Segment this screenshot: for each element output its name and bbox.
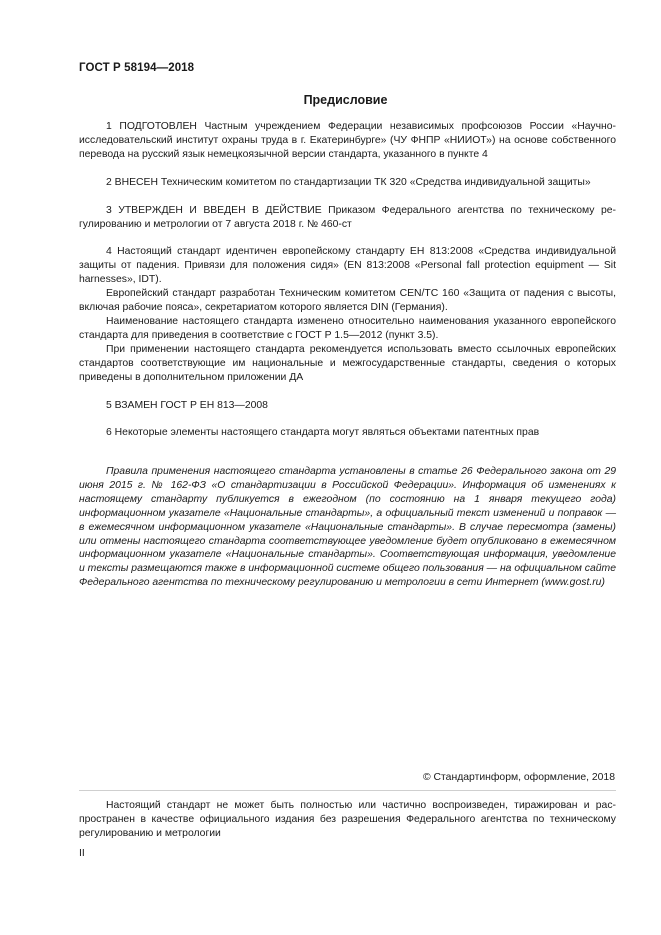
- document-code: ГОСТ Р 58194—2018: [79, 62, 195, 74]
- preface-content: [79, 120, 616, 440]
- legal-notice-text: Правила применения настоящего стандарта установлены в статье 26 Федерального закона от 29 июня 2015 г. № 162-ФЗ «О стандартизации в Российской Федерации». Информация об изменениях к настоящему стандарту публикуется в ежегодном (по состоянию на 1 января текущего года) информационном указателе «Национальные стандарты», а официальный текст изменений и поправок — в ежемесячном информационном указателе «Национальные стандарты». В случае пересмотра (замены) или отмены настоящего стандарта соответствующее уведомление будет опубликовано в ежемесячном информационном указателе «Национальные стандарты». Соответствующая информация, уведомление и тексты размещаются также в информационной системе общего пользования — на официальном сайте Федерального агентства по техническому регулированию и метрологии в сети Интернет (www.gost.ru): [79, 466, 616, 589]
- legal-notice: [79, 465, 616, 590]
- reproduction-text: Настоящий стандарт не может быть полностью или частично воспроизведен, тиражирован и распространен в качестве официального издания без разрешения Федерального агентства по техническому регулированию и метрологии: [79, 800, 616, 839]
- copyright: © Стандартинформ, оформление, 2018: [422, 772, 615, 783]
- preface-item-6: 6 Некоторые элементы настоящего стандарта могут являться объектами патентных прав: [106, 427, 540, 439]
- preface-item-4-cen: Европейский стандарт разработан Техническим комитетом CEN/TC 160 «Защита от падения с высоты, включая рабочие пояса», секретариатом которого является DIN (Германия).: [79, 288, 616, 314]
- reproduction-notice: [79, 799, 616, 841]
- preface-item-1: 1 ПОДГОТОВЛЕН Частным учреждением Федерации независимых профсоюзов России «Научно-исследовательский институт охраны труда в г. Екатеринбурге» (ЧУ ФНПР «НИИОТ») на основе собственного перевода на русский язык немецкоязычной версии стандарта, указанного в пункте 4: [79, 121, 616, 160]
- page-number: II: [79, 848, 85, 859]
- preface-item-3: 3 УТВЕРЖДЕН И ВВЕДЕН В ДЕЙСТВИЕ Приказом Федерального агентства по техническому регулированию и метрологии от 7 августа 2018 г. № 460-ст: [79, 204, 616, 230]
- divider: [79, 790, 616, 791]
- page-title: Предисловие: [303, 93, 388, 107]
- preface-item-4-name: Наименование настоящего стандарта изменено относительно наименования указанного европейского стандарта для приведения в соответствие с ГОСТ Р 1.5—2012 (пункт 3.5).: [79, 315, 616, 341]
- preface-item-4: 4 Настоящий стандарт идентичен европейскому стандарту ЕН 813:2008 «Средства индивидуальной защиты от падения. Привязи для положения сидя» (EN 813:2008 «Personal fall protection equipment — Sit harnesses», IDT).: [79, 246, 616, 286]
- preface-item-4-usage: При применении настоящего стандарта рекомендуется использовать вместо ссылочных европейских стандартов соответствующие им национальные и межгосударственные стандарты, сведения о которых приведены в дополнительном приложении ДА: [79, 343, 616, 383]
- preface-item-5: 5 ВЗАМЕН ГОСТ Р ЕН 813—2008: [106, 399, 268, 411]
- preface-item-2: 2 ВНЕСЕН Техническим комитетом по стандартизации ТК 320 «Средства индивидуальной защиты»: [106, 176, 591, 188]
